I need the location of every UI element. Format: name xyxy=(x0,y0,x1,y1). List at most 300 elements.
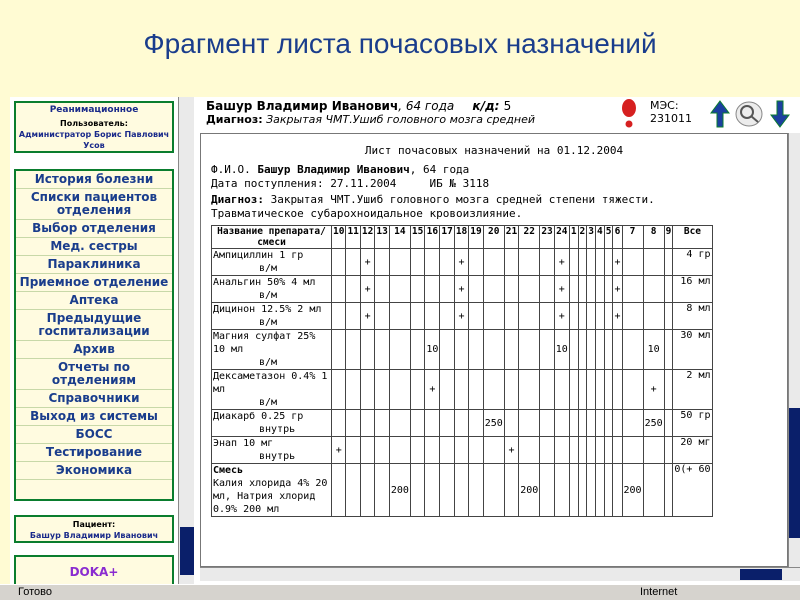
hour-cell[interactable] xyxy=(483,249,504,276)
hour-cell[interactable] xyxy=(504,330,518,370)
hour-cell[interactable] xyxy=(346,249,360,276)
column-header-hour: 6 xyxy=(613,226,622,249)
hour-cell[interactable] xyxy=(440,464,454,517)
hour-cell[interactable] xyxy=(346,437,360,464)
hour-cell[interactable] xyxy=(519,437,540,464)
main-menu xyxy=(14,169,174,501)
hour-cell[interactable] xyxy=(569,410,578,437)
hour-cell[interactable] xyxy=(454,370,468,410)
hour-cell[interactable] xyxy=(440,303,454,330)
hour-cell[interactable]: + xyxy=(360,276,374,303)
hour-cell[interactable] xyxy=(596,370,605,410)
hour-cell[interactable] xyxy=(375,249,389,276)
drug-name: Смесь xyxy=(213,465,244,476)
hour-cell[interactable] xyxy=(504,464,518,517)
department-label: Реанимационное xyxy=(49,105,139,115)
hour-cell[interactable] xyxy=(596,303,605,330)
sheet-title: Лист почасовых назначений на 01.12.2004 xyxy=(364,144,624,157)
hour-cell[interactable] xyxy=(604,276,613,303)
total-cell: 20 мг xyxy=(673,437,712,464)
hour-cell[interactable] xyxy=(604,370,613,410)
drug-route: в/м xyxy=(259,317,278,328)
hour-cell[interactable] xyxy=(389,370,410,410)
hour-cell[interactable]: 250 xyxy=(483,410,504,437)
hour-cell[interactable] xyxy=(440,370,454,410)
hour-cell[interactable] xyxy=(332,370,346,410)
sheet-diagnosis-2: Травматическое субарохноидальное кровоизлияние. xyxy=(211,207,523,220)
drug-cell xyxy=(212,330,332,370)
column-header-hour: 17 xyxy=(440,226,454,249)
hour-cell[interactable] xyxy=(332,303,346,330)
hour-cell[interactable]: + xyxy=(454,276,468,303)
drug-cell xyxy=(212,410,332,437)
menu-item[interactable]: БОСС xyxy=(16,426,172,444)
drug-route: в/м xyxy=(259,397,278,408)
menu-item[interactable]: Архив xyxy=(16,341,172,359)
hour-cell[interactable] xyxy=(578,276,587,303)
menu-item[interactable]: Предыдущие госпитализации xyxy=(16,310,172,341)
menu-item[interactable]: Справочники xyxy=(16,390,172,408)
drug-cell xyxy=(212,249,332,276)
column-header-hour: 4 xyxy=(596,226,605,249)
hour-cell[interactable] xyxy=(540,303,554,330)
hour-cell[interactable] xyxy=(410,303,424,330)
hour-cell[interactable] xyxy=(389,410,410,437)
hour-cell[interactable] xyxy=(569,464,578,517)
hour-cell[interactable] xyxy=(604,464,613,517)
drug-route: внутрь xyxy=(259,451,296,462)
hour-cell[interactable] xyxy=(375,303,389,330)
drug-route: в/м xyxy=(259,357,278,368)
hour-cell[interactable]: + xyxy=(613,303,622,330)
column-header-hour: 10 xyxy=(332,226,346,249)
hour-cell[interactable] xyxy=(569,437,578,464)
hour-cell[interactable] xyxy=(454,464,468,517)
patient-header xyxy=(200,97,800,133)
menu-item[interactable]: История болезни xyxy=(16,171,172,189)
hour-cell[interactable] xyxy=(504,249,518,276)
hour-cell[interactable] xyxy=(389,303,410,330)
hour-cell[interactable] xyxy=(622,276,643,303)
document-hscroll-thumb[interactable] xyxy=(740,569,782,580)
user-panel xyxy=(14,101,174,153)
hour-cell[interactable]: + xyxy=(425,370,440,410)
hour-cell[interactable] xyxy=(389,330,410,370)
hour-cell[interactable]: 10 xyxy=(425,330,440,370)
hour-cell[interactable] xyxy=(389,276,410,303)
hour-cell[interactable] xyxy=(469,464,483,517)
hour-cell[interactable]: + xyxy=(332,437,346,464)
hour-cell[interactable] xyxy=(425,303,440,330)
hour-cell[interactable]: + xyxy=(554,276,569,303)
sheet-admission: Дата поступления: 27.11.2004 ИБ № 3118 xyxy=(211,177,490,190)
hour-cell[interactable] xyxy=(346,464,360,517)
hour-cell[interactable] xyxy=(332,410,346,437)
hour-cell[interactable] xyxy=(622,330,643,370)
drug-name: Энап 10 мг xyxy=(213,438,274,449)
hour-cell[interactable] xyxy=(596,330,605,370)
hour-cell[interactable] xyxy=(664,276,673,303)
hour-cell[interactable] xyxy=(596,276,605,303)
doka-logo[interactable] xyxy=(14,555,174,587)
hour-cell[interactable] xyxy=(664,330,673,370)
hour-cell[interactable] xyxy=(504,370,518,410)
hour-cell[interactable] xyxy=(346,370,360,410)
column-header-hour: 19 xyxy=(469,226,483,249)
hour-cell[interactable] xyxy=(519,370,540,410)
browser-content xyxy=(10,97,800,587)
hour-cell[interactable] xyxy=(425,464,440,517)
hour-cell[interactable] xyxy=(587,249,596,276)
hour-cell[interactable] xyxy=(469,330,483,370)
menu-item[interactable]: Аптека xyxy=(16,292,172,310)
hour-cell[interactable] xyxy=(540,330,554,370)
hour-cell[interactable]: 250 xyxy=(643,410,664,437)
hour-cell[interactable] xyxy=(425,437,440,464)
hour-cell[interactable] xyxy=(578,370,587,410)
hour-cell[interactable] xyxy=(469,249,483,276)
hour-cell[interactable] xyxy=(360,437,374,464)
document-hscrollbar[interactable] xyxy=(200,567,800,581)
hour-cell[interactable] xyxy=(540,437,554,464)
hour-cell[interactable] xyxy=(389,249,410,276)
hour-cell[interactable]: + xyxy=(613,249,622,276)
hour-cell[interactable] xyxy=(375,410,389,437)
table-row xyxy=(212,437,713,464)
hour-cell[interactable] xyxy=(440,410,454,437)
hour-cell[interactable] xyxy=(389,437,410,464)
hour-cell[interactable] xyxy=(643,276,664,303)
hour-cell[interactable]: + xyxy=(643,370,664,410)
hour-cell[interactable] xyxy=(360,370,374,410)
hour-cell[interactable] xyxy=(440,330,454,370)
hour-cell[interactable] xyxy=(440,249,454,276)
status-bar xyxy=(0,584,800,600)
hour-cell[interactable] xyxy=(540,249,554,276)
hour-cell[interactable] xyxy=(613,370,622,410)
column-header-hour: 20 xyxy=(483,226,504,249)
total-cell: 30 мл xyxy=(673,330,712,370)
total-cell: 2 мл xyxy=(673,370,712,410)
column-header-hour: 23 xyxy=(540,226,554,249)
patient-label: Пациент: xyxy=(72,520,116,529)
hour-cell[interactable] xyxy=(519,303,540,330)
hour-cell[interactable] xyxy=(569,330,578,370)
hour-cell[interactable] xyxy=(425,276,440,303)
total-cell: 16 мл xyxy=(673,276,712,303)
table-row xyxy=(212,370,713,410)
hour-cell[interactable] xyxy=(346,303,360,330)
column-header-hour: 13 xyxy=(375,226,389,249)
hour-cell[interactable] xyxy=(469,437,483,464)
hour-cell[interactable] xyxy=(360,330,374,370)
patient-header-name: Башур Владимир Иванович, 64 года к/д: 5 xyxy=(206,99,512,113)
hour-cell[interactable] xyxy=(664,249,673,276)
hour-cell[interactable] xyxy=(613,410,622,437)
hour-cell[interactable] xyxy=(454,410,468,437)
hour-cell[interactable] xyxy=(554,370,569,410)
hour-cell[interactable] xyxy=(410,437,424,464)
hour-cell[interactable] xyxy=(578,249,587,276)
hour-cell[interactable]: + xyxy=(554,303,569,330)
table-row xyxy=(212,303,713,330)
document-frame xyxy=(200,133,788,567)
user-role: Администратор Борис Павлович Усов xyxy=(18,130,170,150)
hour-cell[interactable] xyxy=(332,330,346,370)
hour-cell[interactable] xyxy=(410,330,424,370)
hour-cell[interactable] xyxy=(483,437,504,464)
patient-panel xyxy=(14,515,174,543)
hour-cell[interactable] xyxy=(569,276,578,303)
patient-header-diagnosis: Диагноз: Закрытая ЧМТ.Ушиб головного мозга средней xyxy=(206,113,536,126)
hour-cell[interactable] xyxy=(622,303,643,330)
hour-cell[interactable] xyxy=(643,249,664,276)
hour-cell[interactable] xyxy=(483,276,504,303)
hour-cell[interactable] xyxy=(360,410,374,437)
hour-cell[interactable] xyxy=(554,410,569,437)
drug-cell xyxy=(212,303,332,330)
doka-logo-text: DOKA+ xyxy=(69,565,119,579)
hour-cell[interactable] xyxy=(425,410,440,437)
sidebar-scrollbar[interactable] xyxy=(178,97,194,587)
total-cell: 0(+ 60 xyxy=(673,464,712,517)
hour-cell[interactable] xyxy=(578,410,587,437)
hour-cell[interactable] xyxy=(540,370,554,410)
hour-cell[interactable]: 10 xyxy=(554,330,569,370)
menu-item[interactable]: Выбор отделения xyxy=(16,220,172,238)
column-header-hour: 7 xyxy=(622,226,643,249)
hour-cell[interactable] xyxy=(504,276,518,303)
hour-cell[interactable] xyxy=(483,464,504,517)
hour-cell[interactable] xyxy=(622,370,643,410)
hour-cell[interactable]: + xyxy=(360,303,374,330)
hour-cell[interactable] xyxy=(643,303,664,330)
table-row xyxy=(212,276,713,303)
total-cell: 8 мл xyxy=(673,303,712,330)
hour-cell[interactable] xyxy=(587,410,596,437)
hour-cell[interactable] xyxy=(346,330,360,370)
hour-cell[interactable]: + xyxy=(504,437,518,464)
hour-cell[interactable] xyxy=(454,330,468,370)
hour-cell[interactable] xyxy=(604,249,613,276)
hour-cell[interactable] xyxy=(613,330,622,370)
hour-cell[interactable] xyxy=(440,437,454,464)
hour-cell[interactable] xyxy=(332,276,346,303)
column-header-hour: 24 xyxy=(554,226,569,249)
table-header-row xyxy=(212,226,713,249)
column-header-hour: 22 xyxy=(519,226,540,249)
menu-item[interactable]: Приемное отделение xyxy=(16,274,172,292)
column-header-hour: 18 xyxy=(454,226,468,249)
hour-cell[interactable] xyxy=(440,276,454,303)
hour-cell[interactable] xyxy=(578,437,587,464)
menu-item[interactable]: Мед. сестры xyxy=(16,238,172,256)
menu-item[interactable]: Выход из системы xyxy=(16,408,172,426)
hour-cell[interactable] xyxy=(554,437,569,464)
hour-cell[interactable] xyxy=(587,330,596,370)
hour-cell[interactable] xyxy=(578,330,587,370)
hour-cell[interactable] xyxy=(410,249,424,276)
column-header-hour: 8 xyxy=(643,226,664,249)
mes-block: МЭС: 231011 xyxy=(650,99,692,125)
hour-cell[interactable] xyxy=(643,437,664,464)
hour-cell[interactable] xyxy=(519,276,540,303)
hour-cell[interactable] xyxy=(569,303,578,330)
hour-cell[interactable] xyxy=(540,276,554,303)
document-scroll-thumb[interactable] xyxy=(789,408,800,538)
hour-cell[interactable]: + xyxy=(360,249,374,276)
drug-name: Дицинон 12.5% 2 мл xyxy=(213,304,322,315)
hour-cell[interactable]: 200 xyxy=(622,464,643,517)
hour-cell[interactable] xyxy=(519,330,540,370)
column-header-hour: 2 xyxy=(578,226,587,249)
table-row xyxy=(212,249,713,276)
hour-cell[interactable] xyxy=(664,437,673,464)
column-header-hour: 5 xyxy=(604,226,613,249)
hour-cell[interactable] xyxy=(664,464,673,517)
hour-cell[interactable] xyxy=(578,464,587,517)
prescription-sheet xyxy=(201,134,787,517)
hour-cell[interactable] xyxy=(596,410,605,437)
hour-cell[interactable] xyxy=(410,276,424,303)
column-header-hour: 21 xyxy=(504,226,518,249)
menu-item[interactable]: Параклиника xyxy=(16,256,172,274)
hour-cell[interactable] xyxy=(569,370,578,410)
user-label: Пользователь: xyxy=(60,119,128,128)
hour-cell[interactable] xyxy=(596,249,605,276)
column-header-hour: 14 xyxy=(389,226,410,249)
hour-cell[interactable] xyxy=(587,464,596,517)
alert-icon[interactable] xyxy=(620,99,638,132)
arrow-down-icon[interactable] xyxy=(770,99,790,132)
column-header-hour: 15 xyxy=(410,226,424,249)
hour-cell[interactable] xyxy=(469,410,483,437)
sidebar-scroll-thumb[interactable] xyxy=(180,527,194,575)
prescription-table xyxy=(211,225,713,517)
search-doc-icon[interactable] xyxy=(734,99,764,132)
hour-cell[interactable] xyxy=(410,370,424,410)
hour-cell[interactable] xyxy=(596,437,605,464)
drug-cell xyxy=(212,464,332,517)
drug-name: Диакарб 0.25 гр xyxy=(213,411,304,422)
hour-cell[interactable] xyxy=(604,330,613,370)
hour-cell[interactable] xyxy=(578,303,587,330)
hour-cell[interactable]: 10 xyxy=(643,330,664,370)
hour-cell[interactable]: + xyxy=(454,303,468,330)
hour-cell[interactable] xyxy=(375,330,389,370)
hour-cell[interactable] xyxy=(375,437,389,464)
drug-cell xyxy=(212,437,332,464)
drug-route: в/м xyxy=(259,290,278,301)
hour-cell[interactable] xyxy=(587,303,596,330)
sheet-diagnosis: Диагноз: Закрытая ЧМТ.Ушиб головного мозга средней степени тяжести. xyxy=(211,193,655,206)
hour-cell[interactable] xyxy=(504,410,518,437)
hour-cell[interactable] xyxy=(332,249,346,276)
hour-cell[interactable] xyxy=(425,249,440,276)
hour-cell[interactable] xyxy=(664,370,673,410)
hour-cell[interactable] xyxy=(469,370,483,410)
drug-route: Калия хлорида 4% 20 мл, Натрия хлорид 0.9% 200 мл xyxy=(213,478,328,515)
table-row xyxy=(212,410,713,437)
hour-cell[interactable] xyxy=(375,370,389,410)
hour-cell[interactable] xyxy=(569,249,578,276)
hour-cell[interactable] xyxy=(613,464,622,517)
hour-cell[interactable] xyxy=(554,464,569,517)
menu-item[interactable]: Списки пациентов отделения xyxy=(16,189,172,220)
hour-cell[interactable] xyxy=(519,249,540,276)
hour-cell[interactable] xyxy=(604,303,613,330)
hour-cell[interactable] xyxy=(454,437,468,464)
hour-cell[interactable] xyxy=(622,249,643,276)
hour-cell[interactable] xyxy=(664,410,673,437)
table-row xyxy=(212,330,713,370)
hour-cell[interactable]: + xyxy=(613,276,622,303)
hour-cell[interactable] xyxy=(346,410,360,437)
hour-cell[interactable] xyxy=(469,276,483,303)
arrow-up-icon[interactable] xyxy=(710,99,730,132)
document-scrollbar[interactable] xyxy=(788,133,800,567)
hour-cell[interactable] xyxy=(519,410,540,437)
column-header-hour: 1 xyxy=(569,226,578,249)
total-cell: 4 гр xyxy=(673,249,712,276)
hour-cell[interactable] xyxy=(664,303,673,330)
hour-cell[interactable] xyxy=(375,276,389,303)
hour-cell[interactable] xyxy=(346,276,360,303)
hour-cell[interactable] xyxy=(332,464,346,517)
patient-name: Башур Владимир Иванович xyxy=(29,531,159,540)
hour-cell[interactable] xyxy=(483,303,504,330)
slide-title: Фрагмент листа почасовых назначений xyxy=(143,28,657,59)
hour-cell[interactable] xyxy=(504,303,518,330)
menu-item[interactable]: Экономика xyxy=(16,462,172,480)
drug-name: Магния сулфат 25% 10 мл xyxy=(213,331,316,355)
status-text: Готово xyxy=(18,586,52,598)
drug-cell xyxy=(212,276,332,303)
hour-cell[interactable] xyxy=(375,464,389,517)
drug-name: Ампициллин 1 гр xyxy=(213,250,304,261)
menu-item[interactable]: Отчеты по отделениям xyxy=(16,359,172,390)
hour-cell[interactable] xyxy=(360,464,374,517)
hour-cell[interactable] xyxy=(596,464,605,517)
hour-cell[interactable] xyxy=(483,330,504,370)
hour-cell[interactable] xyxy=(622,437,643,464)
hour-cell[interactable] xyxy=(540,410,554,437)
hour-cell[interactable] xyxy=(622,410,643,437)
hour-cell[interactable] xyxy=(469,303,483,330)
hour-cell[interactable] xyxy=(410,410,424,437)
hour-cell[interactable]: 200 xyxy=(389,464,410,517)
hour-cell[interactable]: + xyxy=(454,249,468,276)
hour-cell[interactable] xyxy=(587,437,596,464)
hour-cell[interactable] xyxy=(587,276,596,303)
menu-item[interactable]: Тестирование xyxy=(16,444,172,462)
security-zone: Internet xyxy=(640,586,678,598)
hour-cell[interactable] xyxy=(587,370,596,410)
hour-cell[interactable] xyxy=(604,437,613,464)
hour-cell[interactable] xyxy=(540,464,554,517)
column-header-drug: Название препарата/смеси xyxy=(212,226,332,249)
column-header-hour: 12 xyxy=(360,226,374,249)
hour-cell[interactable] xyxy=(613,437,622,464)
hour-cell[interactable] xyxy=(410,464,424,517)
hour-cell[interactable]: + xyxy=(554,249,569,276)
hour-cell[interactable] xyxy=(483,370,504,410)
hour-cell[interactable] xyxy=(604,410,613,437)
hour-cell[interactable]: 200 xyxy=(519,464,540,517)
column-header-hour: 9 xyxy=(664,226,673,249)
drug-cell xyxy=(212,370,332,410)
hour-cell[interactable] xyxy=(643,464,664,517)
